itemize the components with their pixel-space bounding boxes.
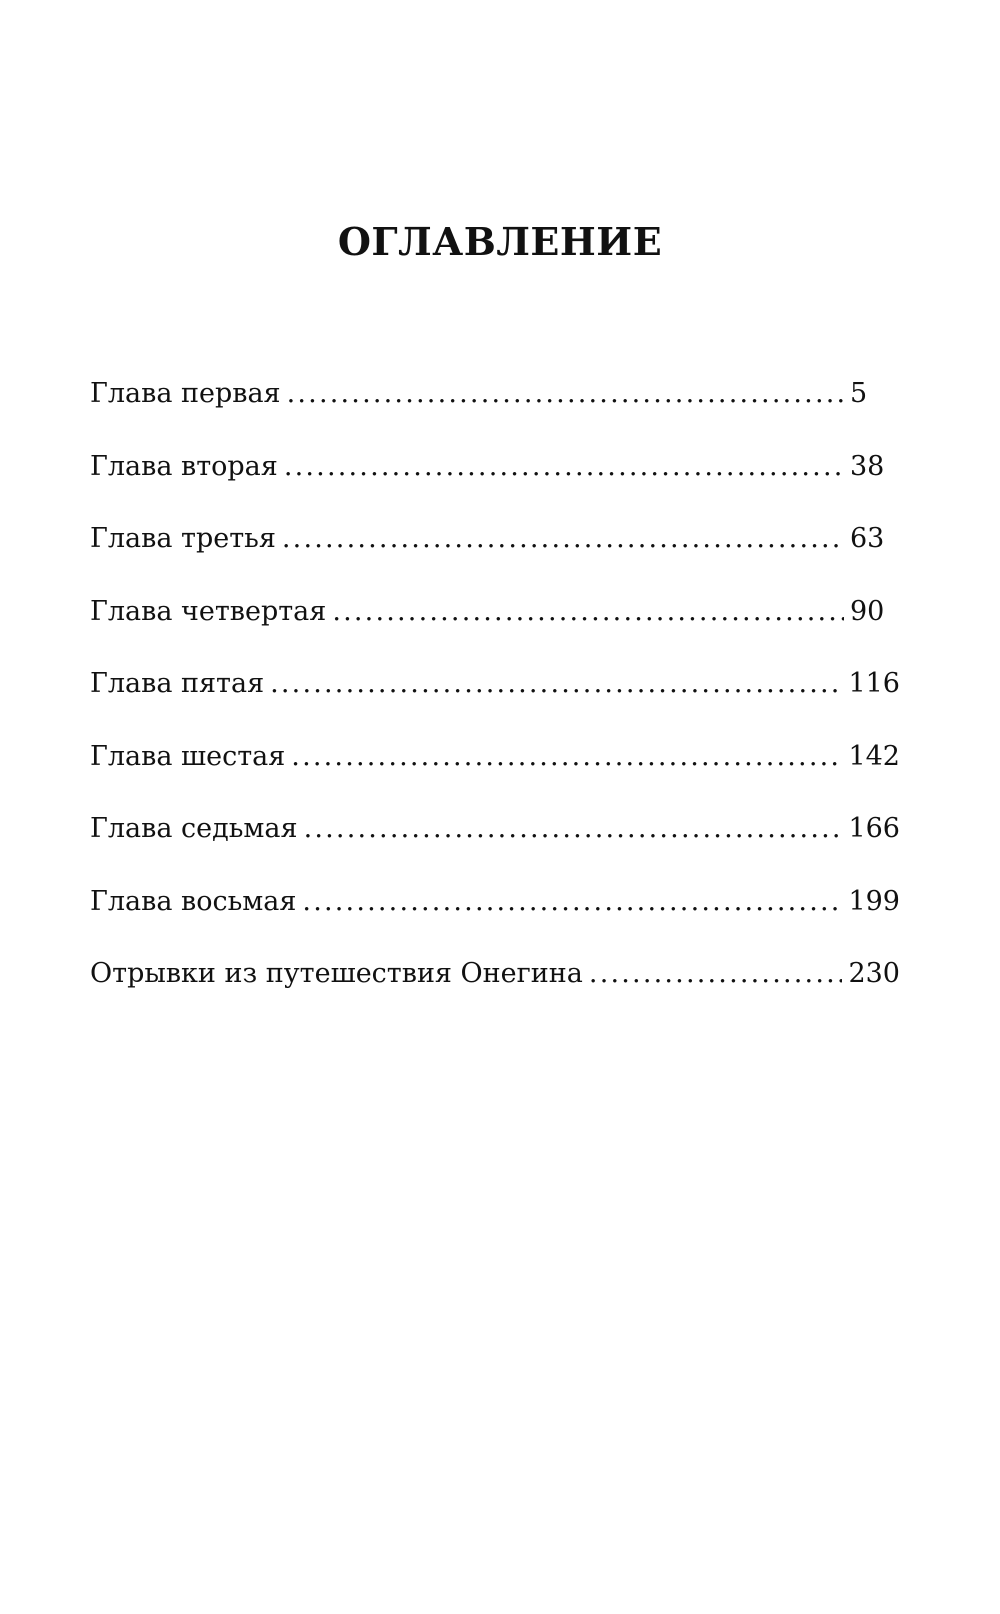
dot-leader [284, 449, 844, 485]
dot-leader [304, 811, 843, 847]
toc-entry-chapter-2[interactable] [90, 449, 900, 522]
toc-entry-chapter-1[interactable] [90, 376, 900, 449]
toc-entry-label: Глава шестая [90, 740, 286, 772]
table-of-contents [90, 376, 900, 1029]
dot-leader [589, 956, 843, 992]
dot-leader [287, 376, 844, 412]
toc-entry-label: Глава вторая [90, 450, 278, 482]
page-title: ОГЛАВЛЕНИЕ [337, 219, 663, 264]
toc-entry-chapter-8[interactable] [90, 884, 900, 957]
toc-entry-onegin-journey[interactable] [90, 956, 900, 1029]
toc-entry-label: Глава пятая [90, 668, 265, 699]
toc-entry-chapter-7[interactable] [90, 811, 900, 884]
toc-entry-label: Глава третья [90, 523, 276, 554]
toc-entry-page-number: 142 [848, 740, 900, 772]
dot-leader [282, 521, 844, 557]
toc-entry-page-number: 116 [848, 668, 900, 699]
toc-entry-chapter-6[interactable] [90, 739, 900, 812]
dot-leader [302, 884, 842, 920]
toc-entry-chapter-5[interactable] [90, 666, 900, 739]
toc-entry-label: Глава четвертая [90, 595, 327, 627]
dot-leader [291, 739, 842, 775]
toc-entry-page-number: 230 [848, 958, 900, 989]
dot-leader [332, 594, 844, 630]
toc-entry-page-number: 63 [850, 523, 885, 554]
toc-entry-label: Глава седьмая [90, 813, 298, 844]
toc-entry-page-number: 5 [850, 378, 868, 409]
toc-entry-chapter-3[interactable] [90, 521, 900, 594]
toc-entry-page-number: 199 [848, 885, 900, 917]
dot-leader [270, 666, 842, 702]
toc-entry-page-number: 90 [850, 595, 885, 627]
toc-entry-label: Глава восьмая [90, 885, 297, 917]
toc-entry-page-number: 38 [850, 450, 885, 482]
toc-entry-label: Глава первая [90, 378, 281, 409]
toc-entry-page-number: 166 [848, 813, 900, 844]
toc-entry-label: Отрывки из путешествия Онегина [90, 958, 583, 989]
toc-entry-chapter-4[interactable] [90, 594, 900, 667]
